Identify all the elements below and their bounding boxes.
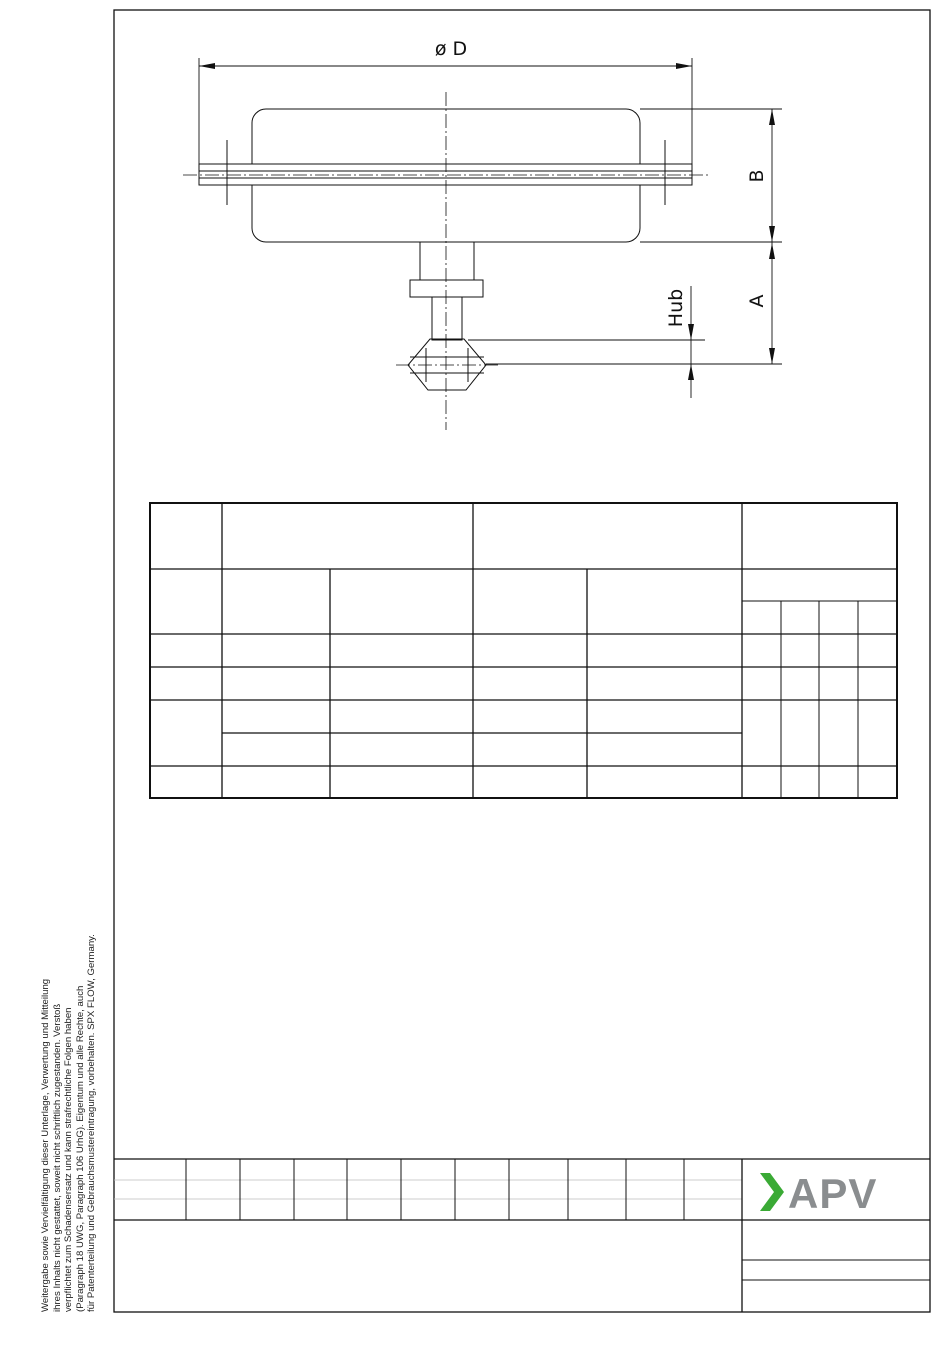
center-lines bbox=[183, 92, 710, 430]
actuator-flange bbox=[199, 164, 692, 185]
logo-text: APV bbox=[788, 1170, 878, 1217]
legal-notice-line: (Paragraph 18 UWG, Paragraph 106 UrhG). Eigentum und alle Rechte, auch bbox=[74, 985, 86, 1312]
stem-nut bbox=[410, 280, 483, 297]
legal-notice bbox=[40, 892, 98, 1312]
valve-disc bbox=[408, 339, 486, 390]
legal-notice-line: Weitergabe sowie Vervielfältigung dieser Unterlage, Verwertung und Mitteilung bbox=[40, 978, 51, 1312]
stem-lower bbox=[432, 297, 462, 340]
dimension-table bbox=[150, 503, 897, 798]
dimension-label-hub: Hub bbox=[665, 288, 687, 328]
apv-logo bbox=[760, 1170, 877, 1217]
dimension-label-b: B bbox=[746, 169, 768, 183]
legal-notice-line: ihres Inhalts nicht gestattet, soweit nicht schriftlich zugestanden. Verstoß bbox=[51, 1003, 63, 1312]
actuator-drawing bbox=[199, 109, 692, 390]
stem-upper bbox=[420, 242, 474, 280]
dimension-label-diameter: ø D bbox=[434, 38, 468, 60]
sheet-border bbox=[114, 10, 930, 1312]
legal-notice-line: für Patenterteilung und Gebrauchsmustereintragung, vorbehalten. SPX FLOW, Germany. bbox=[86, 934, 98, 1312]
logo-chevron-icon bbox=[760, 1173, 784, 1211]
dimension-label-a: A bbox=[746, 294, 768, 308]
legal-notice-line: verpflichtet zum Schadensersatz und kann strafrechtliche Folgen haben bbox=[63, 1007, 75, 1312]
